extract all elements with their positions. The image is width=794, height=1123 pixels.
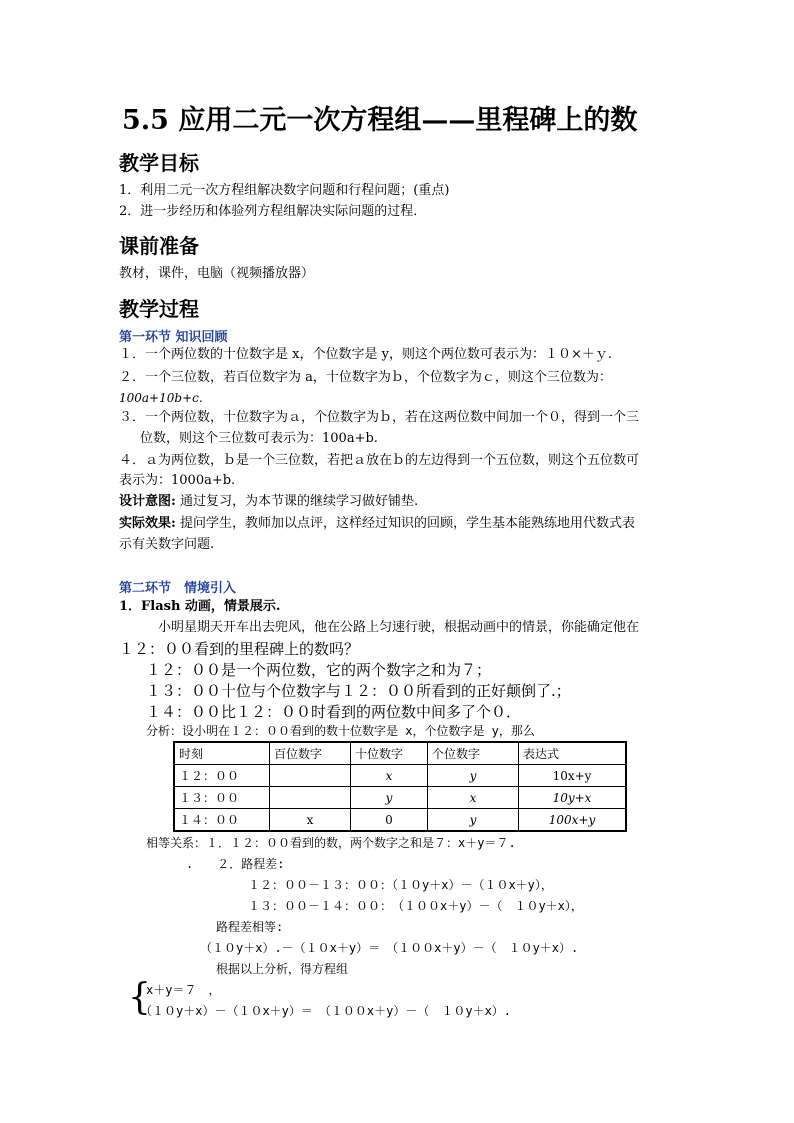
system-eq-2: （１０y＋x）－（１０x＋y）＝ （１００x＋y）－（ １０y＋x）. — [140, 1004, 512, 1018]
design-intent-text: 通过复习，为本节课的继续学习做好铺垫. — [175, 494, 419, 509]
goal-item-1: 1．利用二元一次方程组解决数字问题和行程问题；(重点) — [119, 183, 450, 198]
table-cell: y — [428, 809, 519, 832]
goal-item-2: 2．进一步经历和体验列方程组解决实际问题的过程． — [119, 204, 427, 219]
table-cell: y — [351, 787, 428, 809]
table-cell — [270, 765, 351, 787]
process-heading: 教学过程 — [119, 297, 199, 321]
scenario-para2: １２：００看到的里程碑上的数吗？ — [119, 640, 360, 658]
review-q3-line2: 位数，则这个三位数可表示为：100a+b. — [140, 431, 378, 446]
system-brace: { — [128, 977, 151, 1018]
distance-equation: （１０y＋x）.－（１０x＋y）＝ （１００x＋y）－（ １０y＋x）. — [200, 941, 579, 955]
review-q4-line1: ４．ａ为两位数，ｂ是一个三位数，若把ａ放在ｂ的左边得到一个五位数，则这个五位数可 — [119, 453, 640, 468]
table-cell: 10y+x — [519, 787, 627, 809]
header-hundreds: 百位数字 — [270, 742, 351, 765]
table-cell: １２：００ — [174, 765, 270, 787]
table-cell: １３：００ — [174, 787, 270, 809]
scenario-para1: 小明星期天开车出去兜风，他在公路上匀速行驶，根据动画中的情景，你能确定他在 — [158, 620, 640, 635]
actual-effect-text: 提问学生，教师加以点评，这样经过知识的回顾，学生基本能熟练地用代数式表 — [175, 516, 635, 531]
header-units: 个位数字 — [428, 742, 519, 765]
distance-1: １２：００－１３：００：（１０y＋x）－（１０x＋y）， — [248, 878, 553, 892]
table-row — [174, 765, 626, 787]
prep-text: 教材，课件，电脑（视频播放器） — [119, 266, 315, 281]
actual-effect-cont: 示有关数字问题. — [119, 537, 215, 552]
review-q4-line2: 表示为：1000a+b. — [119, 473, 236, 488]
table-row — [174, 787, 626, 809]
page-title: 5.5 应用二元一次方程组——里程碑上的数 — [122, 105, 638, 136]
review-q2-line2: 100a+10b+c. — [119, 391, 203, 405]
analysis-table — [173, 741, 627, 832]
table-cell — [270, 787, 351, 809]
actual-effect-label: 实际效果: — [119, 516, 176, 531]
section1-title: 第一环节 知识回顾 — [119, 330, 228, 345]
table-cell: y — [428, 765, 519, 787]
table-header-row — [174, 742, 626, 765]
table-cell: x — [428, 787, 519, 809]
distance-equal-label: 路程差相等: — [216, 920, 284, 934]
analysis-text: 分析：设小明在１２：００看到的数十位数字是 x，个位数字是 y，那么 — [146, 724, 535, 738]
scenario-l2: １３：００十位与个位数字与１２：００所看到的正好颠倒了.； — [146, 682, 571, 700]
header-time: 时刻 — [174, 742, 270, 765]
scenario-l3: １４：００比１２：００时看到的两位数中间多了个０． — [146, 703, 522, 721]
table-cell: １４：００ — [174, 809, 270, 832]
section2-sub: 1．Flash 动画，情景展示. — [119, 599, 281, 614]
prep-heading: 课前准备 — [119, 234, 199, 258]
table-cell: x — [270, 809, 351, 832]
table-cell: 0 — [351, 809, 428, 832]
relation-1: 相等关系：１．１２：００看到的数，两个数字之和是７：x＋y＝７. — [146, 836, 516, 850]
design-intent-label: 设计意图: — [119, 494, 176, 509]
review-q2-line1: ２．一个三位数，若百位数字为 a，十位数字为ｂ，个位数字为ｃ，则这个三位数为： — [119, 370, 612, 385]
design-intent — [119, 493, 418, 511]
table-cell: 100x+y — [519, 809, 627, 832]
system-intro: 根据以上分析，得方程组 — [216, 962, 349, 976]
table-cell: x — [351, 765, 428, 787]
scenario-l1: １２：００是一个两位数，它的两个数字之和为７； — [146, 661, 492, 679]
goals-heading: 教学目标 — [119, 151, 199, 175]
section2-title: 第二环节 情境引入 — [119, 581, 237, 596]
system-eq-1: x＋y＝７ ， — [146, 983, 221, 997]
relation-2: . ２．路程差: — [186, 857, 285, 871]
actual-effect — [119, 515, 635, 533]
header-tens: 十位数字 — [351, 742, 428, 765]
header-expression: 表达式 — [519, 742, 627, 765]
review-q1: １．一个两位数的十位数字是 x，个位数字是 y，则这个两位数可表示为：１０×＋ｙ. — [119, 347, 612, 362]
table-row — [174, 809, 626, 832]
review-q3-line1: ３．一个两位数，十位数字为ａ，个位数字为ｂ，若在这两位数中间加一个０，得到一个三 — [119, 410, 640, 425]
distance-2: １３：００－１４：００： （１００x＋y）－（ １０y＋x）， — [248, 899, 583, 913]
table-cell: 10x+y — [519, 765, 627, 787]
